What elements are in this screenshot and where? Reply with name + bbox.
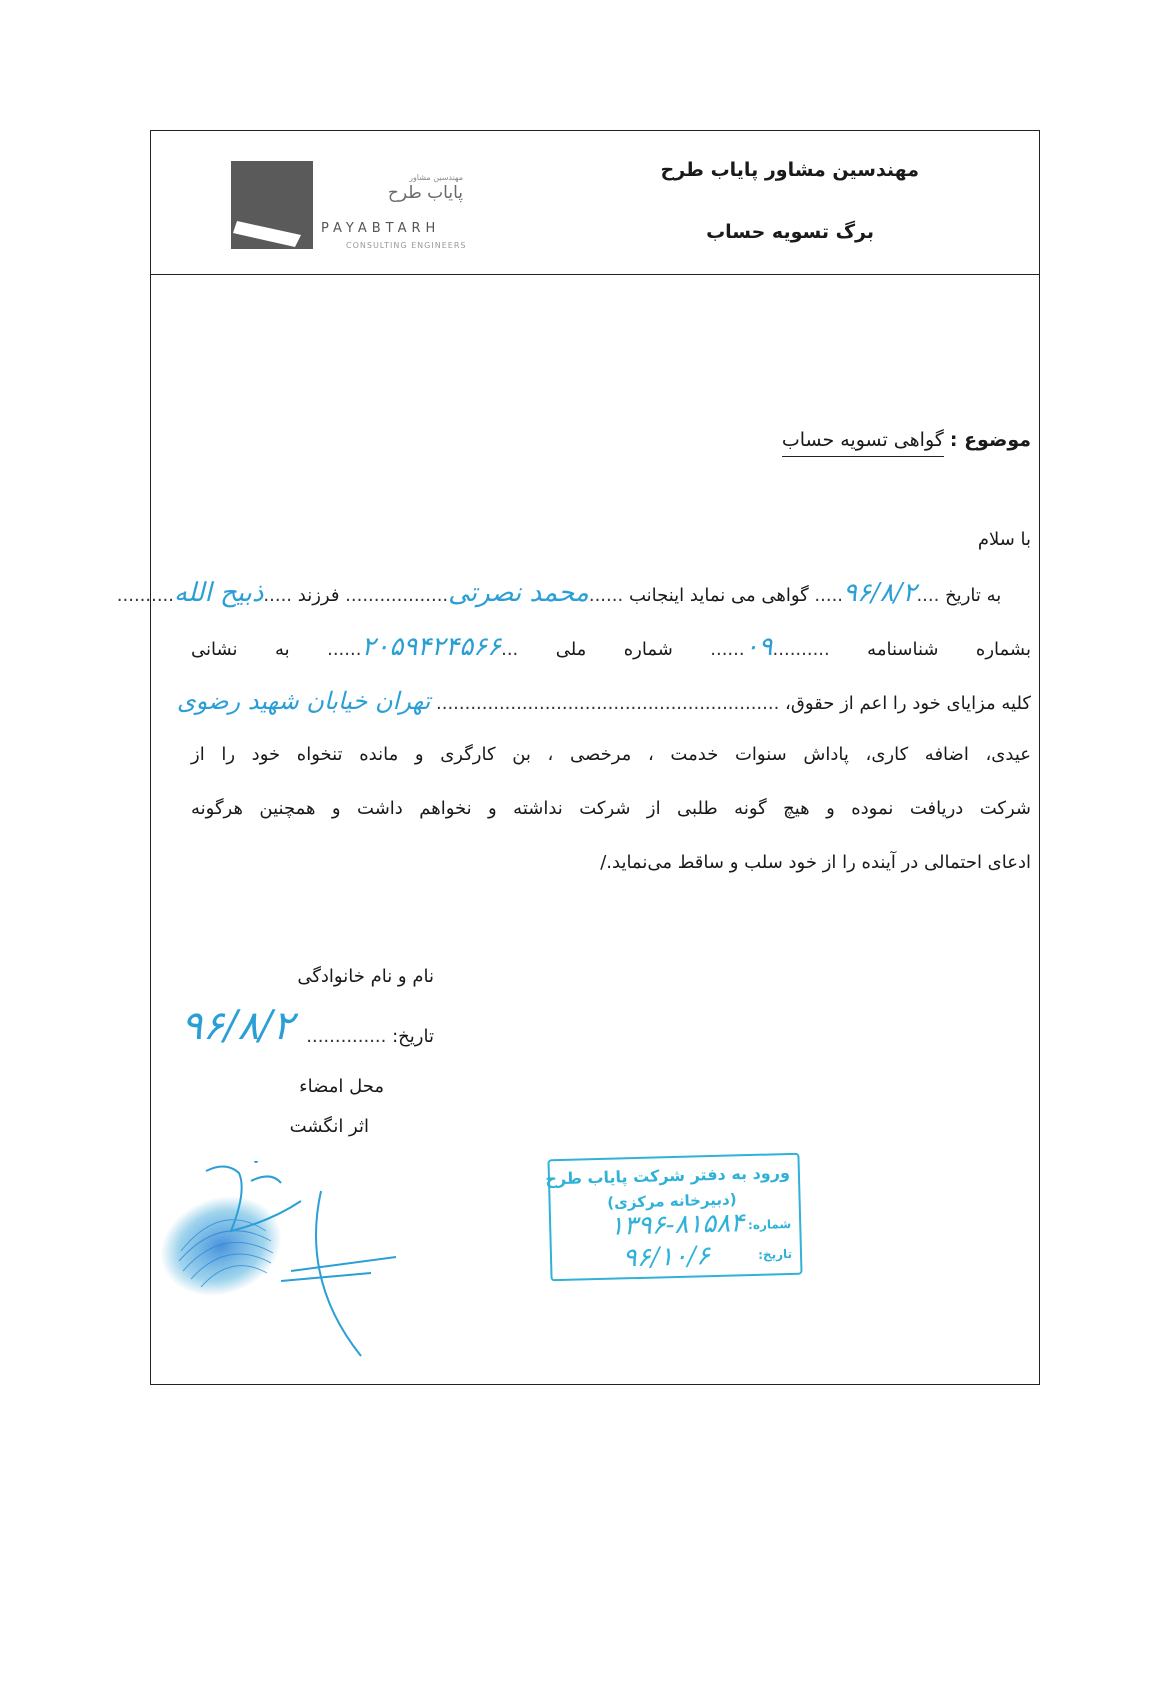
body-line-date-name: به تاریخ ....۹۶/۸/۲..... گواهی می نماید اینجانب ......محمد نصرتی.................. فرزند .....ذبیح الله.......... <box>116 578 1002 608</box>
header-divider <box>151 274 1039 275</box>
subject-label: موضوع : <box>949 429 1031 451</box>
handwritten-name: محمد نصرتی <box>448 578 589 608</box>
label-to: به <box>275 639 290 660</box>
stamp-date-label: تاریخ: <box>757 1246 793 1262</box>
handwritten-date: ۹۶/۸/۲ <box>843 578 917 608</box>
body-line-ids: بشماره شناسنامه ..........۰۹...... شماره ملی ...۲۰۵۹۴۲۴۵۶۶...... به نشانی <box>191 632 1031 662</box>
payabtarh-logo-icon <box>231 161 313 249</box>
logo-english: PAYABTARH <box>321 221 441 236</box>
body-text-benefits: کلیه مزایای خود را اعم از حقوق، <box>785 693 1031 714</box>
logo-persian: پایاب طرح <box>387 183 463 203</box>
handwritten-address: تهران خیابان شهید رضوی <box>176 687 431 715</box>
handwritten-id-number: ۰۹ <box>744 632 773 662</box>
stamp-number: ۱۳۹۶-۸۱۵۸۴ <box>609 1208 745 1242</box>
body-line-7: ادعای احتمالی در آینده را از خود سلب و ساقط می‌نماید./ <box>600 852 1031 873</box>
stamp-date: ۹۶/۱۰/۶ <box>622 1241 711 1274</box>
subject-line <box>782 429 1031 451</box>
stamp-subtitle: (دبیرخانه مرکزی) <box>607 1190 737 1212</box>
logo-english-subtitle: CONSULTING ENGINEERS <box>346 241 467 250</box>
company-name: مهندسین مشاور پایاب طرح <box>660 159 919 181</box>
label-number: بشماره <box>975 639 1031 660</box>
logo-persian-small: مهندسین مشاور <box>409 173 463 182</box>
signature-date-line: تاریخ: .............. <box>306 1026 434 1047</box>
settlement-form <box>116 130 1040 1385</box>
stamp-title: ورود به دفتر شرکت پایاب طرح <box>545 1162 791 1189</box>
label-date: به تاریخ <box>945 585 1002 606</box>
stamp-number-label: شماره: <box>747 1216 792 1233</box>
label-certifies: گواهی می نماید اینجانب <box>628 585 809 606</box>
signature-date-label: تاریخ: <box>392 1026 434 1047</box>
handwritten-national-id: ۲۰۵۹۴۲۴۵۶۶ <box>361 632 502 662</box>
fingerprint-and-signature-icon <box>151 1161 411 1361</box>
label-address: نشانی <box>191 639 238 660</box>
label-id-card: شناسنامه <box>867 639 939 660</box>
label-national: شماره <box>623 639 673 660</box>
registration-stamp <box>547 1153 802 1282</box>
name-label: نام و نام خانوادگی <box>297 966 434 987</box>
form-title: برگ تسویه حساب <box>706 221 874 243</box>
greeting: با سلام <box>977 529 1031 550</box>
handwritten-father-name: ذبیح الله <box>174 578 264 608</box>
fingerprint-label: اثر انگشت <box>289 1116 369 1137</box>
label-national-id: ملی <box>555 639 587 660</box>
handwritten-signature-date: ۹۶/۸/۲ <box>181 1003 294 1049</box>
label-child-of: فرزند <box>297 585 340 606</box>
body-line-5: عیدی، اضافه کاری، پاداش سنوات خدمت ، مرخصی ، بن کارگری و مانده تنخواه خود را از <box>191 744 1031 765</box>
body-line-address: کلیه مزایای خود را اعم از حقوق، ............................................................ تهران خیابان شهید رضوی <box>176 687 1031 715</box>
subject-text: گواهی تسویه حساب <box>782 429 944 457</box>
signature-place-label: محل امضاء <box>299 1076 384 1097</box>
body-line-6: شرکت دریافت نموده و هیچ گونه طلبی از شرکت نداشته و نخواهم داشت و همچنین هرگونه <box>191 798 1031 819</box>
